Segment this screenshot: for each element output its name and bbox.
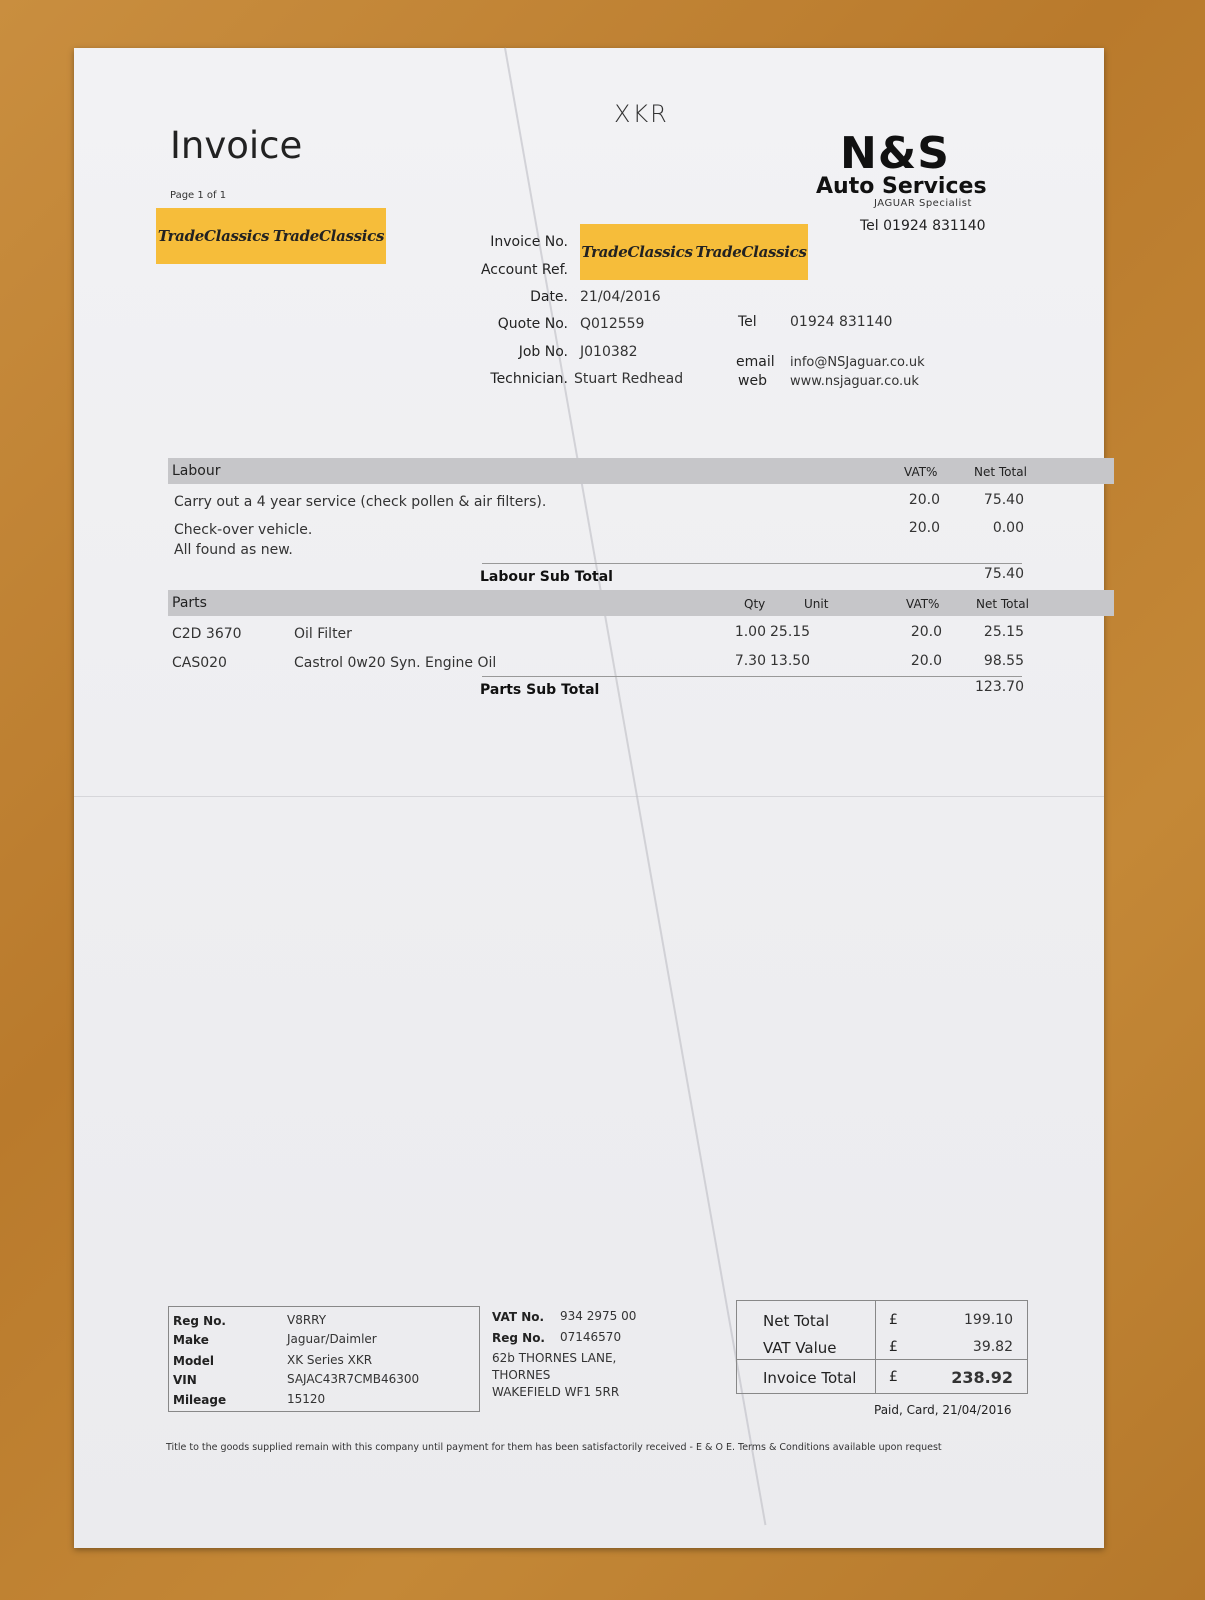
invoice-title: Invoice (170, 124, 303, 167)
contact-web: www.nsjaguar.co.uk (790, 374, 919, 389)
parts-row-unit: 25.15 (770, 624, 811, 640)
vehicle-details-box (168, 1306, 480, 1412)
company-reg-no: 07146570 (560, 1330, 622, 1344)
totals-rule (737, 1359, 1027, 1360)
vehicle-value: SAJAC43R7CMB46300 (287, 1372, 420, 1386)
redaction-mark: TradeClassics (581, 243, 693, 261)
parts-row-qty: 1.00 (734, 624, 766, 640)
labour-subtotal: 75.40 (983, 566, 1024, 582)
parts-subtotal-rule (482, 676, 1022, 677)
labour-subtotal-rule (482, 563, 1022, 564)
contact-web-label: web (738, 373, 767, 389)
currency-symbol: £ (889, 1369, 898, 1385)
contact-tel: 01924 831140 (790, 314, 893, 330)
redaction-block-invoice-no (580, 224, 808, 280)
vehicle-label: Make (173, 1333, 209, 1347)
invoice-total-label: Invoice Total (763, 1369, 857, 1387)
parts-vat-header: VAT% (906, 597, 940, 611)
vehicle-value: Jaguar/Daimler (287, 1332, 377, 1346)
parts-unit-header: Unit (804, 597, 829, 611)
meta-value-date: 21/04/2016 (580, 289, 661, 305)
contact-tel-label: Tel (738, 314, 757, 330)
payment-status: Paid, Card, 21/04/2016 (874, 1403, 1012, 1417)
labour-row-vat: 20.0 (908, 520, 940, 536)
handwritten-note: XKR (614, 100, 669, 128)
labour-row-net: 75.40 (983, 492, 1024, 508)
redaction-mark: TradeClassics (157, 227, 270, 245)
company-logo: N&S (840, 128, 950, 179)
company-address-line: WAKEFIELD WF1 5RR (492, 1385, 620, 1399)
contact-email: info@NSJaguar.co.uk (790, 355, 925, 370)
currency-symbol: £ (889, 1312, 898, 1328)
totals-divider (875, 1301, 876, 1393)
parts-row-vat: 20.0 (910, 624, 942, 640)
company-specialist: JAGUAR Specialist (874, 198, 972, 209)
vehicle-value: 15120 (287, 1392, 326, 1406)
meta-value-quote-no: Q012559 (580, 316, 645, 332)
redaction-block-customer (156, 208, 386, 264)
meta-label-job-no: Job No. (518, 344, 568, 360)
parts-row-desc: Oil Filter (294, 626, 352, 642)
labour-row-net: 0.00 (992, 520, 1024, 536)
vat-value: 39.82 (972, 1339, 1013, 1355)
parts-row-unit: 13.50 (770, 653, 811, 669)
labour-row-desc: Check-over vehicle. (174, 522, 313, 538)
company-vat-label: VAT No. (492, 1310, 545, 1324)
meta-value-job-no: J010382 (580, 344, 638, 360)
invoice-total: 238.92 (951, 1368, 1013, 1387)
invoice-paper (74, 48, 1104, 1548)
labour-row-vat: 20.0 (908, 492, 940, 508)
labour-row-desc-line2: All found as new. (174, 542, 293, 558)
vehicle-label: Reg No. (173, 1314, 226, 1328)
meta-label-account-ref: Account Ref. (480, 262, 568, 278)
vehicle-label: VIN (173, 1373, 197, 1387)
labour-net-header: Net Total (974, 465, 1027, 479)
labour-title: Labour (172, 463, 221, 479)
redaction-mark: TradeClassics (695, 243, 807, 261)
contact-email-label: email (736, 354, 775, 370)
parts-row-net: 25.15 (983, 624, 1024, 640)
labour-vat-header: VAT% (904, 465, 938, 479)
net-total: 199.10 (964, 1312, 1013, 1328)
company-address-line: 62b THORNES LANE, (492, 1351, 617, 1365)
redaction-mark: TradeClassics (272, 227, 385, 245)
company-logo-subtitle: Auto Services (816, 174, 987, 199)
company-vat-no: 934 2975 00 (560, 1309, 637, 1323)
totals-box (736, 1300, 1028, 1394)
parts-subtotal-label: Parts Sub Total (480, 682, 600, 698)
currency-symbol: £ (889, 1339, 898, 1355)
vehicle-label: Mileage (173, 1393, 227, 1407)
parts-subtotal: 123.70 (975, 679, 1024, 695)
parts-row-code: CAS020 (172, 655, 227, 671)
parts-row-desc: Castrol 0w20 Syn. Engine Oil (294, 655, 497, 671)
meta-value-technician: Stuart Redhead (574, 371, 684, 387)
parts-net-header: Net Total (976, 597, 1029, 611)
page-number: Page 1 of 1 (170, 190, 227, 201)
company-tel-header: Tel 01924 831140 (860, 218, 986, 234)
parts-row-vat: 20.0 (910, 653, 942, 669)
labour-row-desc: Carry out a 4 year service (check pollen & air filters). (174, 494, 547, 510)
meta-label-technician: Technician. (490, 371, 568, 387)
meta-label-quote-no: Quote No. (497, 316, 568, 332)
fold-line (74, 796, 1104, 797)
vat-value-label: VAT Value (763, 1339, 837, 1357)
company-reg-label: Reg No. (492, 1331, 545, 1345)
parts-row-code: C2D 3670 (172, 626, 242, 642)
vehicle-label: Model (173, 1354, 215, 1368)
meta-label-invoice-no: Invoice No. (490, 234, 568, 250)
parts-qty-header: Qty (744, 597, 766, 611)
labour-header-bar (168, 458, 1114, 484)
vehicle-value: V8RRY (287, 1313, 327, 1327)
parts-row-qty: 7.30 (734, 653, 766, 669)
vehicle-value: XK Series XKR (287, 1353, 373, 1367)
parts-header-bar (168, 590, 1114, 616)
parts-row-net: 98.55 (983, 653, 1024, 669)
company-address-line: THORNES (492, 1368, 551, 1382)
net-total-label: Net Total (763, 1312, 830, 1330)
meta-label-date: Date. (530, 289, 568, 305)
terms-footer: Title to the goods supplied remain with this company until payment for them has been satisfactorily received - E & O E. Terms & Conditions available upon request (166, 1442, 942, 1453)
parts-title: Parts (172, 595, 207, 611)
labour-subtotal-label: Labour Sub Total (480, 569, 613, 585)
